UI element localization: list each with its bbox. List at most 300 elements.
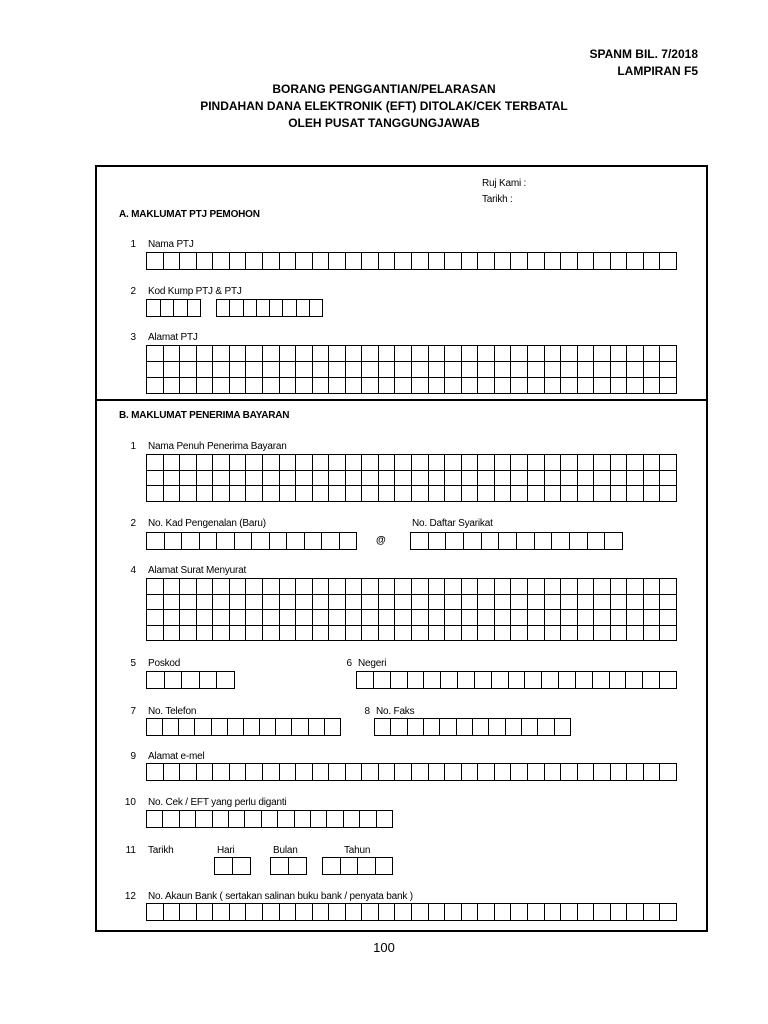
char-box[interactable] <box>495 486 512 502</box>
char-box[interactable] <box>511 378 528 394</box>
char-box[interactable] <box>329 455 346 471</box>
char-box[interactable] <box>362 595 379 611</box>
char-box[interactable] <box>593 672 610 689</box>
char-box[interactable] <box>478 595 495 611</box>
char-box[interactable] <box>594 455 611 471</box>
char-box[interactable] <box>644 362 661 378</box>
alamat-ptj-boxes[interactable] <box>146 345 677 394</box>
char-box[interactable] <box>283 300 296 317</box>
char-box[interactable] <box>213 626 230 642</box>
char-box[interactable] <box>313 378 330 394</box>
char-box[interactable] <box>147 455 164 471</box>
char-box[interactable] <box>147 626 164 642</box>
char-box[interactable] <box>545 253 562 270</box>
char-box[interactable] <box>230 595 247 611</box>
char-box[interactable] <box>578 579 595 595</box>
char-box[interactable] <box>213 486 230 502</box>
char-box[interactable] <box>482 533 500 550</box>
char-box[interactable] <box>578 362 595 378</box>
char-box[interactable] <box>228 719 244 736</box>
char-box[interactable] <box>660 471 677 487</box>
char-box[interactable] <box>561 610 578 626</box>
char-box[interactable] <box>246 455 263 471</box>
char-box[interactable] <box>164 455 181 471</box>
char-box[interactable] <box>473 719 489 736</box>
char-box[interactable] <box>263 346 280 362</box>
char-box[interactable] <box>164 253 181 270</box>
char-box[interactable] <box>213 595 230 611</box>
char-box[interactable] <box>644 626 661 642</box>
char-box[interactable] <box>180 378 197 394</box>
char-box[interactable] <box>495 610 512 626</box>
char-box[interactable] <box>180 579 197 595</box>
char-box[interactable] <box>362 362 379 378</box>
char-box[interactable] <box>611 610 628 626</box>
alamat-surat-boxes[interactable] <box>146 578 677 641</box>
char-box[interactable] <box>230 486 247 502</box>
char-box[interactable] <box>179 719 195 736</box>
char-box[interactable] <box>329 610 346 626</box>
char-box[interactable] <box>313 362 330 378</box>
char-box[interactable] <box>528 455 545 471</box>
char-box[interactable] <box>522 719 538 736</box>
char-box[interactable] <box>495 346 512 362</box>
char-box[interactable] <box>329 904 346 921</box>
char-box[interactable] <box>495 904 512 921</box>
char-box[interactable] <box>594 346 611 362</box>
char-box[interactable] <box>244 300 257 317</box>
char-box[interactable] <box>594 378 611 394</box>
char-box[interactable] <box>230 455 247 471</box>
char-box[interactable] <box>147 378 164 394</box>
char-box[interactable] <box>164 595 181 611</box>
char-box[interactable] <box>478 626 495 642</box>
char-box[interactable] <box>644 455 661 471</box>
char-box[interactable] <box>478 253 495 270</box>
char-box[interactable] <box>611 579 628 595</box>
char-box[interactable] <box>644 471 661 487</box>
char-box[interactable] <box>391 719 407 736</box>
char-box[interactable] <box>395 253 412 270</box>
char-box[interactable] <box>525 672 542 689</box>
char-box[interactable] <box>246 764 263 781</box>
char-box[interactable] <box>280 455 297 471</box>
char-box[interactable] <box>197 378 214 394</box>
char-box[interactable] <box>495 471 512 487</box>
char-box[interactable] <box>379 253 396 270</box>
char-box[interactable] <box>478 378 495 394</box>
char-box[interactable] <box>379 595 396 611</box>
char-box[interactable] <box>660 346 677 362</box>
char-box[interactable] <box>462 471 479 487</box>
char-box[interactable] <box>197 764 214 781</box>
char-box[interactable] <box>545 904 562 921</box>
char-box[interactable] <box>561 471 578 487</box>
char-box[interactable] <box>462 253 479 270</box>
char-box[interactable] <box>644 764 661 781</box>
char-box[interactable] <box>296 362 313 378</box>
char-box[interactable] <box>164 626 181 642</box>
char-box[interactable] <box>197 362 214 378</box>
email-boxes[interactable] <box>146 763 677 781</box>
char-box[interactable] <box>362 346 379 362</box>
char-box[interactable] <box>478 486 495 502</box>
char-box[interactable] <box>270 300 283 317</box>
char-box[interactable] <box>147 672 165 689</box>
kod-ptj-boxes[interactable] <box>216 299 323 317</box>
char-box[interactable] <box>594 471 611 487</box>
char-box[interactable] <box>611 904 628 921</box>
char-box[interactable] <box>561 579 578 595</box>
char-box[interactable] <box>561 486 578 502</box>
char-box[interactable] <box>412 455 429 471</box>
char-box[interactable] <box>246 253 263 270</box>
char-box[interactable] <box>644 378 661 394</box>
char-box[interactable] <box>215 858 233 875</box>
char-box[interactable] <box>246 904 263 921</box>
char-box[interactable] <box>594 486 611 502</box>
char-box[interactable] <box>296 455 313 471</box>
char-box[interactable] <box>412 378 429 394</box>
char-box[interactable] <box>147 764 164 781</box>
char-box[interactable] <box>395 486 412 502</box>
char-box[interactable] <box>478 471 495 487</box>
char-box[interactable] <box>197 610 214 626</box>
char-box[interactable] <box>412 471 429 487</box>
char-box[interactable] <box>462 362 479 378</box>
char-box[interactable] <box>611 595 628 611</box>
char-box[interactable] <box>429 471 446 487</box>
char-box[interactable] <box>509 672 526 689</box>
char-box[interactable] <box>230 579 247 595</box>
char-box[interactable] <box>213 253 230 270</box>
char-box[interactable] <box>280 626 297 642</box>
char-box[interactable] <box>362 455 379 471</box>
char-box[interactable] <box>357 672 374 689</box>
char-box[interactable] <box>588 533 606 550</box>
char-box[interactable] <box>627 378 644 394</box>
char-box[interactable] <box>263 486 280 502</box>
char-box[interactable] <box>358 858 376 875</box>
char-box[interactable] <box>445 764 462 781</box>
char-box[interactable] <box>164 904 181 921</box>
char-box[interactable] <box>374 672 391 689</box>
char-box[interactable] <box>511 610 528 626</box>
char-box[interactable] <box>644 595 661 611</box>
char-box[interactable] <box>180 486 197 502</box>
char-box[interactable] <box>379 486 396 502</box>
char-box[interactable] <box>594 626 611 642</box>
char-box[interactable] <box>561 904 578 921</box>
char-box[interactable] <box>362 626 379 642</box>
char-box[interactable] <box>555 719 571 736</box>
char-box[interactable] <box>445 378 462 394</box>
char-box[interactable] <box>445 346 462 362</box>
char-box[interactable] <box>263 378 280 394</box>
char-box[interactable] <box>462 610 479 626</box>
char-box[interactable] <box>391 672 408 689</box>
char-box[interactable] <box>462 579 479 595</box>
char-box[interactable] <box>212 719 228 736</box>
char-box[interactable] <box>197 595 214 611</box>
char-box[interactable] <box>362 486 379 502</box>
char-box[interactable] <box>627 455 644 471</box>
char-box[interactable] <box>478 579 495 595</box>
char-box[interactable] <box>594 764 611 781</box>
char-box[interactable] <box>213 346 230 362</box>
char-box[interactable] <box>578 455 595 471</box>
char-box[interactable] <box>230 253 247 270</box>
char-box[interactable] <box>313 253 330 270</box>
char-box[interactable] <box>246 471 263 487</box>
char-box[interactable] <box>271 858 289 875</box>
char-box[interactable] <box>246 378 263 394</box>
char-box[interactable] <box>311 811 327 828</box>
char-box[interactable] <box>511 486 528 502</box>
char-box[interactable] <box>559 672 576 689</box>
char-box[interactable] <box>395 626 412 642</box>
char-box[interactable] <box>309 719 325 736</box>
no-cek-boxes[interactable] <box>146 810 393 828</box>
char-box[interactable] <box>411 533 429 550</box>
char-box[interactable] <box>296 471 313 487</box>
char-box[interactable] <box>164 346 181 362</box>
char-box[interactable] <box>594 579 611 595</box>
char-box[interactable] <box>445 579 462 595</box>
char-box[interactable] <box>230 346 247 362</box>
char-box[interactable] <box>545 378 562 394</box>
char-box[interactable] <box>511 346 528 362</box>
char-box[interactable] <box>542 672 559 689</box>
char-box[interactable] <box>346 626 363 642</box>
char-box[interactable] <box>610 672 627 689</box>
char-box[interactable] <box>660 362 677 378</box>
char-box[interactable] <box>164 486 181 502</box>
char-box[interactable] <box>346 610 363 626</box>
char-box[interactable] <box>445 486 462 502</box>
char-box[interactable] <box>429 455 446 471</box>
char-box[interactable] <box>445 362 462 378</box>
char-box[interactable] <box>213 455 230 471</box>
char-box[interactable] <box>660 378 677 394</box>
char-box[interactable] <box>313 595 330 611</box>
char-box[interactable] <box>627 362 644 378</box>
char-box[interactable] <box>499 533 517 550</box>
char-box[interactable] <box>296 595 313 611</box>
char-box[interactable] <box>230 764 247 781</box>
char-box[interactable] <box>197 455 214 471</box>
char-box[interactable] <box>545 471 562 487</box>
char-box[interactable] <box>164 378 181 394</box>
char-box[interactable] <box>478 346 495 362</box>
char-box[interactable] <box>233 858 251 875</box>
char-box[interactable] <box>164 610 181 626</box>
char-box[interactable] <box>528 595 545 611</box>
char-box[interactable] <box>362 904 379 921</box>
char-box[interactable] <box>495 626 512 642</box>
char-box[interactable] <box>213 610 230 626</box>
char-box[interactable] <box>528 362 545 378</box>
char-box[interactable] <box>660 253 677 270</box>
hari-boxes[interactable] <box>214 857 251 875</box>
char-box[interactable] <box>561 764 578 781</box>
char-box[interactable] <box>412 579 429 595</box>
char-box[interactable] <box>313 579 330 595</box>
char-box[interactable] <box>627 579 644 595</box>
char-box[interactable] <box>182 672 200 689</box>
char-box[interactable] <box>611 378 628 394</box>
char-box[interactable] <box>280 253 297 270</box>
char-box[interactable] <box>375 719 391 736</box>
char-box[interactable] <box>429 764 446 781</box>
char-box[interactable] <box>412 362 429 378</box>
char-box[interactable] <box>552 533 570 550</box>
char-box[interactable] <box>457 719 473 736</box>
char-box[interactable] <box>329 579 346 595</box>
char-box[interactable] <box>341 858 359 875</box>
char-box[interactable] <box>246 610 263 626</box>
char-box[interactable] <box>478 455 495 471</box>
kad-pengenalan-boxes[interactable] <box>146 532 357 550</box>
char-box[interactable] <box>429 346 446 362</box>
char-box[interactable] <box>147 346 164 362</box>
char-box[interactable] <box>594 904 611 921</box>
char-box[interactable] <box>578 626 595 642</box>
char-box[interactable] <box>329 346 346 362</box>
bulan-boxes[interactable] <box>270 857 307 875</box>
char-box[interactable] <box>346 455 363 471</box>
char-box[interactable] <box>412 764 429 781</box>
char-box[interactable] <box>360 811 376 828</box>
char-box[interactable] <box>528 253 545 270</box>
char-box[interactable] <box>280 346 297 362</box>
char-box[interactable] <box>627 486 644 502</box>
char-box[interactable] <box>213 378 230 394</box>
char-box[interactable] <box>296 904 313 921</box>
char-box[interactable] <box>395 378 412 394</box>
char-box[interactable] <box>196 811 212 828</box>
char-box[interactable] <box>458 672 475 689</box>
char-box[interactable] <box>340 533 358 550</box>
char-box[interactable] <box>280 595 297 611</box>
char-box[interactable] <box>213 764 230 781</box>
tahun-boxes[interactable] <box>322 857 393 875</box>
char-box[interactable] <box>147 579 164 595</box>
char-box[interactable] <box>495 253 512 270</box>
char-box[interactable] <box>379 626 396 642</box>
char-box[interactable] <box>246 486 263 502</box>
char-box[interactable] <box>429 626 446 642</box>
char-box[interactable] <box>379 455 396 471</box>
char-box[interactable] <box>462 486 479 502</box>
char-box[interactable] <box>323 858 341 875</box>
char-box[interactable] <box>545 764 562 781</box>
char-box[interactable] <box>344 811 360 828</box>
char-box[interactable] <box>611 486 628 502</box>
char-box[interactable] <box>230 610 247 626</box>
char-box[interactable] <box>545 455 562 471</box>
char-box[interactable] <box>180 253 197 270</box>
char-box[interactable] <box>395 346 412 362</box>
char-box[interactable] <box>478 904 495 921</box>
char-box[interactable] <box>445 904 462 921</box>
char-box[interactable] <box>627 346 644 362</box>
char-box[interactable] <box>462 764 479 781</box>
char-box[interactable] <box>492 672 509 689</box>
char-box[interactable] <box>180 811 196 828</box>
char-box[interactable] <box>313 346 330 362</box>
char-box[interactable] <box>495 378 512 394</box>
char-box[interactable] <box>313 455 330 471</box>
char-box[interactable] <box>230 378 247 394</box>
char-box[interactable] <box>262 811 278 828</box>
char-box[interactable] <box>362 610 379 626</box>
char-box[interactable] <box>462 595 479 611</box>
char-box[interactable] <box>545 346 562 362</box>
char-box[interactable] <box>346 346 363 362</box>
char-box[interactable] <box>230 626 247 642</box>
char-box[interactable] <box>412 904 429 921</box>
char-box[interactable] <box>561 595 578 611</box>
char-box[interactable] <box>164 764 181 781</box>
char-box[interactable] <box>611 362 628 378</box>
char-box[interactable] <box>538 719 554 736</box>
char-box[interactable] <box>478 764 495 781</box>
char-box[interactable] <box>197 486 214 502</box>
char-box[interactable] <box>280 764 297 781</box>
char-box[interactable] <box>313 486 330 502</box>
char-box[interactable] <box>217 533 235 550</box>
char-box[interactable] <box>660 904 677 921</box>
char-box[interactable] <box>188 300 202 317</box>
char-box[interactable] <box>462 904 479 921</box>
char-box[interactable] <box>445 595 462 611</box>
char-box[interactable] <box>627 764 644 781</box>
char-box[interactable] <box>561 626 578 642</box>
char-box[interactable] <box>627 471 644 487</box>
char-box[interactable] <box>660 672 677 689</box>
char-box[interactable] <box>346 595 363 611</box>
char-box[interactable] <box>147 362 164 378</box>
negeri-boxes[interactable] <box>356 671 677 689</box>
char-box[interactable] <box>644 253 661 270</box>
char-box[interactable] <box>578 764 595 781</box>
char-box[interactable] <box>362 764 379 781</box>
char-box[interactable] <box>217 672 235 689</box>
char-box[interactable] <box>528 610 545 626</box>
char-box[interactable] <box>545 579 562 595</box>
char-box[interactable] <box>644 579 661 595</box>
char-box[interactable] <box>164 579 181 595</box>
char-box[interactable] <box>287 533 305 550</box>
char-box[interactable] <box>346 579 363 595</box>
char-box[interactable] <box>180 471 197 487</box>
char-box[interactable] <box>462 346 479 362</box>
char-box[interactable] <box>280 486 297 502</box>
char-box[interactable] <box>310 300 323 317</box>
char-box[interactable] <box>429 610 446 626</box>
char-box[interactable] <box>561 455 578 471</box>
char-box[interactable] <box>229 811 245 828</box>
kod-kump-boxes[interactable] <box>146 299 201 317</box>
char-box[interactable] <box>395 595 412 611</box>
char-box[interactable] <box>446 533 464 550</box>
char-box[interactable] <box>252 533 270 550</box>
char-box[interactable] <box>180 610 197 626</box>
char-box[interactable] <box>395 362 412 378</box>
char-box[interactable] <box>627 626 644 642</box>
char-box[interactable] <box>561 346 578 362</box>
